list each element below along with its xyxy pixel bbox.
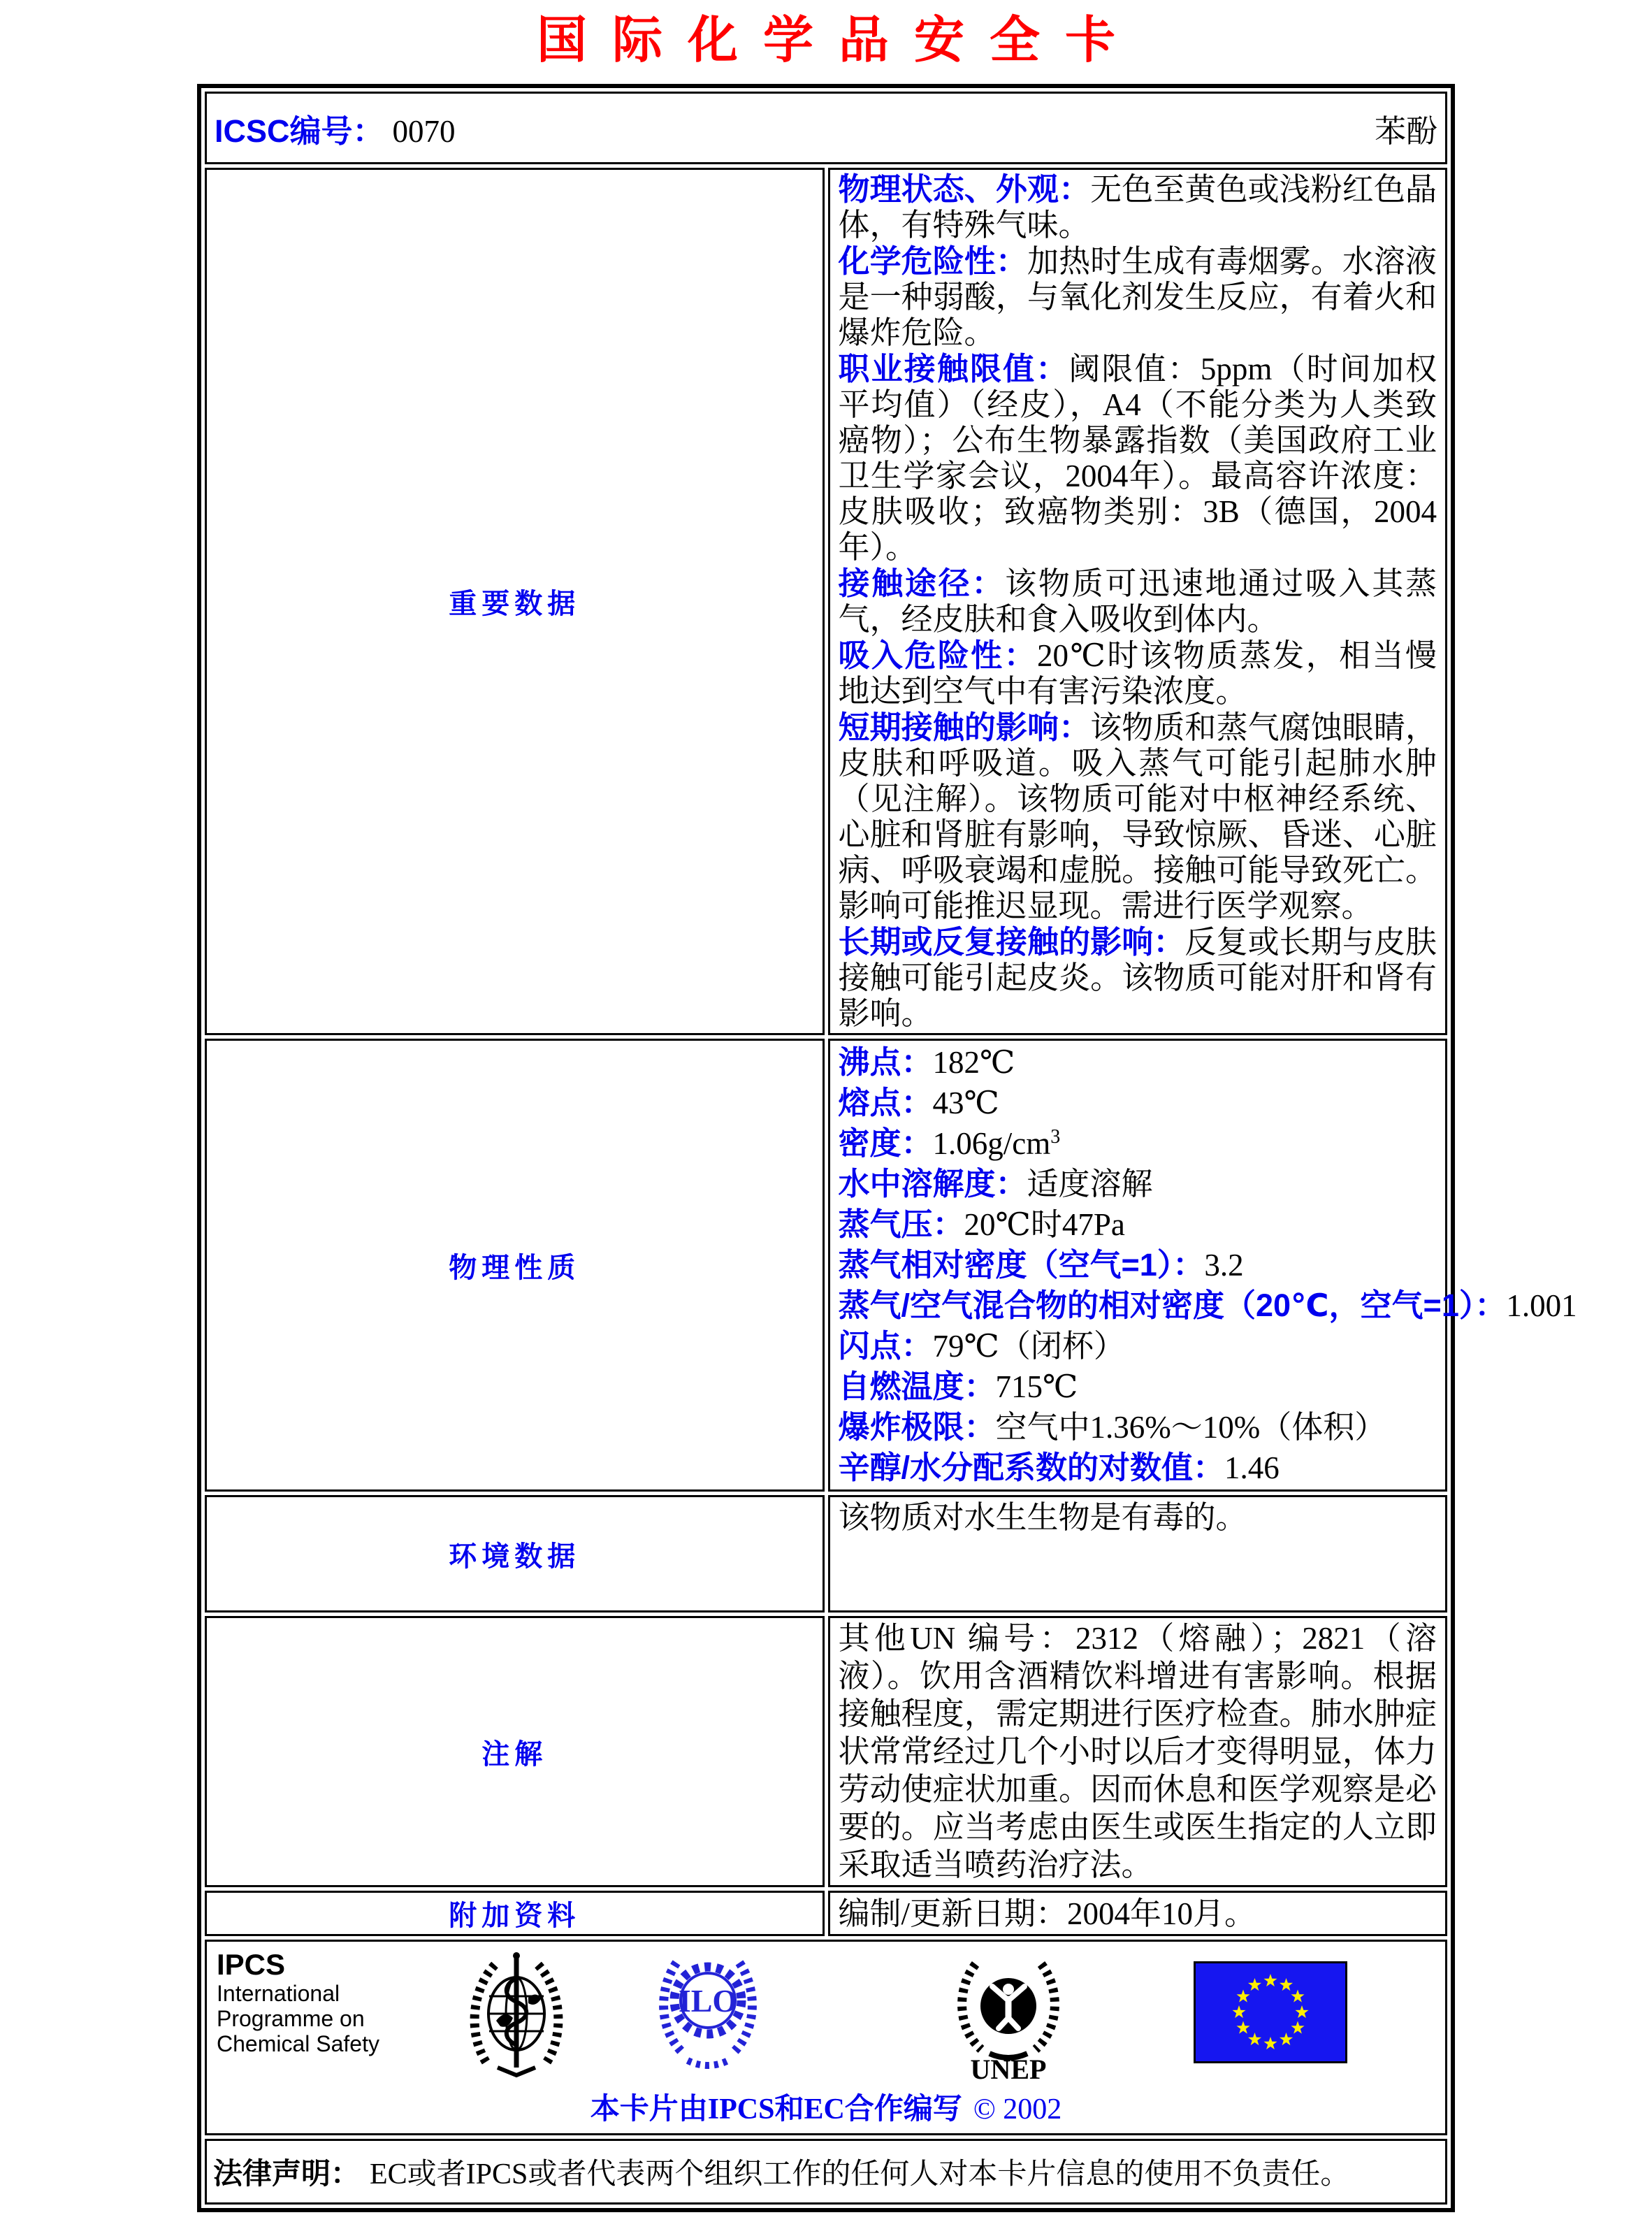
ipcs-wordmark [217,1949,379,2056]
field-label: 闪点： [838,1328,933,1364]
additional-info-text: 编制/更新日期：2004年10月。 [838,1896,1256,1931]
physical-properties-row [205,1039,1447,1492]
physical-property-line [839,1123,1437,1164]
environmental-data-content [828,1495,1448,1612]
card-header [208,94,1444,161]
ipcs-subtitle-line: International [217,1981,340,2006]
credit-line [207,2086,1445,2128]
field-value: 加热时生成有毒烟雾。水溶液是一种弱酸，与氧化剂发生反应，有着火和爆炸危险。 [838,244,1437,350]
field-value: 该物质和蒸气腐蚀眼睛，皮肤和呼吸道。吸入蒸气可能引起肺水肿（见注解）。该物质可能对中枢神经系统、心脏和肾脏有影响，导致惊厥、昏迷、心脏病、呼吸衰竭和虚脱。接触可能导致死亡。影响可能推迟显现。需进行医学观察。 [838,710,1437,923]
important-data-paragraph [839,565,1437,637]
field-label: 密度： [838,1125,933,1161]
field-value: 适度溶解 [1027,1167,1153,1202]
icsc-number-label: ICSC编号： [215,113,384,149]
legal-notice-section [205,2139,1447,2205]
physical-properties-section-label: 物理性质 [205,1039,825,1492]
field-label: 辛醇/水分配系数的对数值： [838,1450,1225,1485]
physical-property-line [839,1407,1437,1448]
important-data-paragraph [839,709,1437,924]
logos-row [205,1940,1447,2135]
field-value: 该物质可迅速地通过吸入其蒸气，经皮肤和食入吸收到体内。 [838,566,1437,637]
header-row [205,92,1447,164]
field-label: 水中溶解度： [838,1166,1027,1202]
field-label: 蒸气相对密度（空气=1）： [838,1247,1205,1283]
field-label: 接触途径： [838,565,1006,601]
field-value: 1.001 [1506,1288,1577,1323]
environmental-data-row [205,1495,1447,1612]
unep-logo-icon [949,1950,1068,2086]
field-label: 物理状态、外观： [838,171,1091,207]
important-data-paragraph [839,351,1437,565]
additional-info-content [828,1891,1448,1936]
physical-property-line [839,1083,1437,1123]
additional-info-row [205,1891,1447,1936]
ipcs-subtitle-line: Programme on [217,2006,365,2031]
additional-info-section-label: 附加资料 [205,1891,825,1936]
ipcs-name: IPCS [217,1948,286,1981]
legal-notice-label: 法律声明： [213,2157,361,2190]
field-label: 蒸气/空气混合物的相对密度（20℃，空气=1）： [838,1287,1507,1323]
unep-letters: UNEP [970,2054,1047,2083]
field-label: 沸点： [838,1044,933,1080]
field-label: 蒸气压： [838,1206,964,1242]
page-title: 国际化学品安全卡 [536,13,1140,68]
physical-properties-content [828,1039,1577,1492]
field-label: 吸入危险性： [838,637,1038,673]
field-value: 空气中1.36%～10%（体积） [995,1410,1386,1445]
ilo-logo-icon [655,1947,760,2084]
important-data-paragraph [839,171,1437,243]
credit-text: 本卡片由IPCS和EC合作编写 [590,2093,962,2126]
ilo-letters: ILO [678,1983,738,2019]
field-value: 20℃时47Pa [964,1207,1125,1242]
notes-row [205,1616,1447,1887]
field-label: 职业接触限值： [838,351,1069,387]
notes-content [828,1616,1448,1887]
eu-flag-icon [1194,1961,1347,2067]
field-label: 熔点： [838,1085,933,1120]
important-data-paragraph [839,243,1437,351]
environmental-data-text: 该物质对水生生物是有毒的。 [838,1500,1247,1535]
physical-property-line [839,1204,1437,1245]
icsc-number-value: 0070 [392,113,456,149]
physical-property-line [838,1285,1577,1326]
physical-property-line [839,1366,1437,1407]
field-label: 长期或反复接触的影响： [838,924,1185,960]
field-value: 3.2 [1204,1248,1244,1283]
field-value: 715℃ [995,1369,1078,1404]
important-data-paragraph [839,637,1437,709]
important-data-paragraph [839,924,1437,1032]
field-label: 化学危险性： [838,243,1027,279]
superscript: 3 [1050,1126,1061,1148]
physical-property-line [839,1164,1437,1204]
important-data-content [828,168,1448,1035]
field-value: 无色至黄色或浅粉红色晶体，有特殊气味。 [838,172,1437,243]
physical-property-line [839,1448,1437,1488]
important-data-row [205,168,1447,1035]
field-label: 短期接触的影响： [838,709,1091,745]
physical-property-line [839,1326,1437,1366]
icsc-number-group [215,106,456,151]
field-value: 79℃（闭杯） [932,1329,1125,1364]
field-value: 阈限值：5ppm（时间加权平均值）（经皮），A4（不能分类为人类致癌物）；公布生物暴露指数（美国政府工业卫生学家会议，2004年）。最高容许浓度：皮肤吸收；致癌物类别：3B（德国，2004年）。 [838,352,1437,565]
legal-notice [208,2142,1444,2202]
field-value: 182℃ [932,1045,1015,1080]
notes-section-label: 注解 [205,1616,825,1887]
legal-notice-row [205,2139,1447,2205]
field-value: 1.06g/cm [932,1126,1051,1161]
field-value: 1.46 [1224,1450,1280,1485]
physical-property-line [839,1245,1437,1285]
ipcs-subtitle-line: Chemical Safety [217,2031,379,2056]
field-value: 反复或长期与皮肤接触可能引起皮炎。该物质可能对肝和肾有影响。 [838,925,1437,1031]
field-label: 爆炸极限： [838,1409,996,1445]
field-value: 43℃ [932,1085,999,1120]
notes-text: 其他UN 编号：2312（熔融）；2821（溶液）。饮用含酒精饮料增进有害影响。根据接触程度，需定期进行医疗检查。肺水肿症状常常经过几个小时以后才变得明显，体力劳动使症状加重。因而休息和医学观察是必要的。应当考虑由医生或医生指定的人立即采取适当喷药治疗法。 [838,1621,1437,1882]
chemical-name: 苯酚 [1374,113,1437,149]
copyright-text: © 2002 [973,2093,1062,2126]
field-label: 自燃温度： [838,1369,996,1404]
legal-notice-text: EC或者IPCS或者代表两个组织工作的任何人对本卡片信息的使用不负责任。 [370,2158,1350,2191]
who-logo-icon [464,1947,569,2091]
important-data-section-label: 重要数据 [205,168,825,1035]
icsc-card-table [197,84,1577,2212]
logos-section [205,1940,1447,2135]
environmental-data-section-label: 环境数据 [205,1495,825,1612]
physical-property-line [839,1042,1437,1083]
field-value: 20℃时该物质蒸发，相当慢地达到空气中有害污染浓度。 [838,638,1437,709]
